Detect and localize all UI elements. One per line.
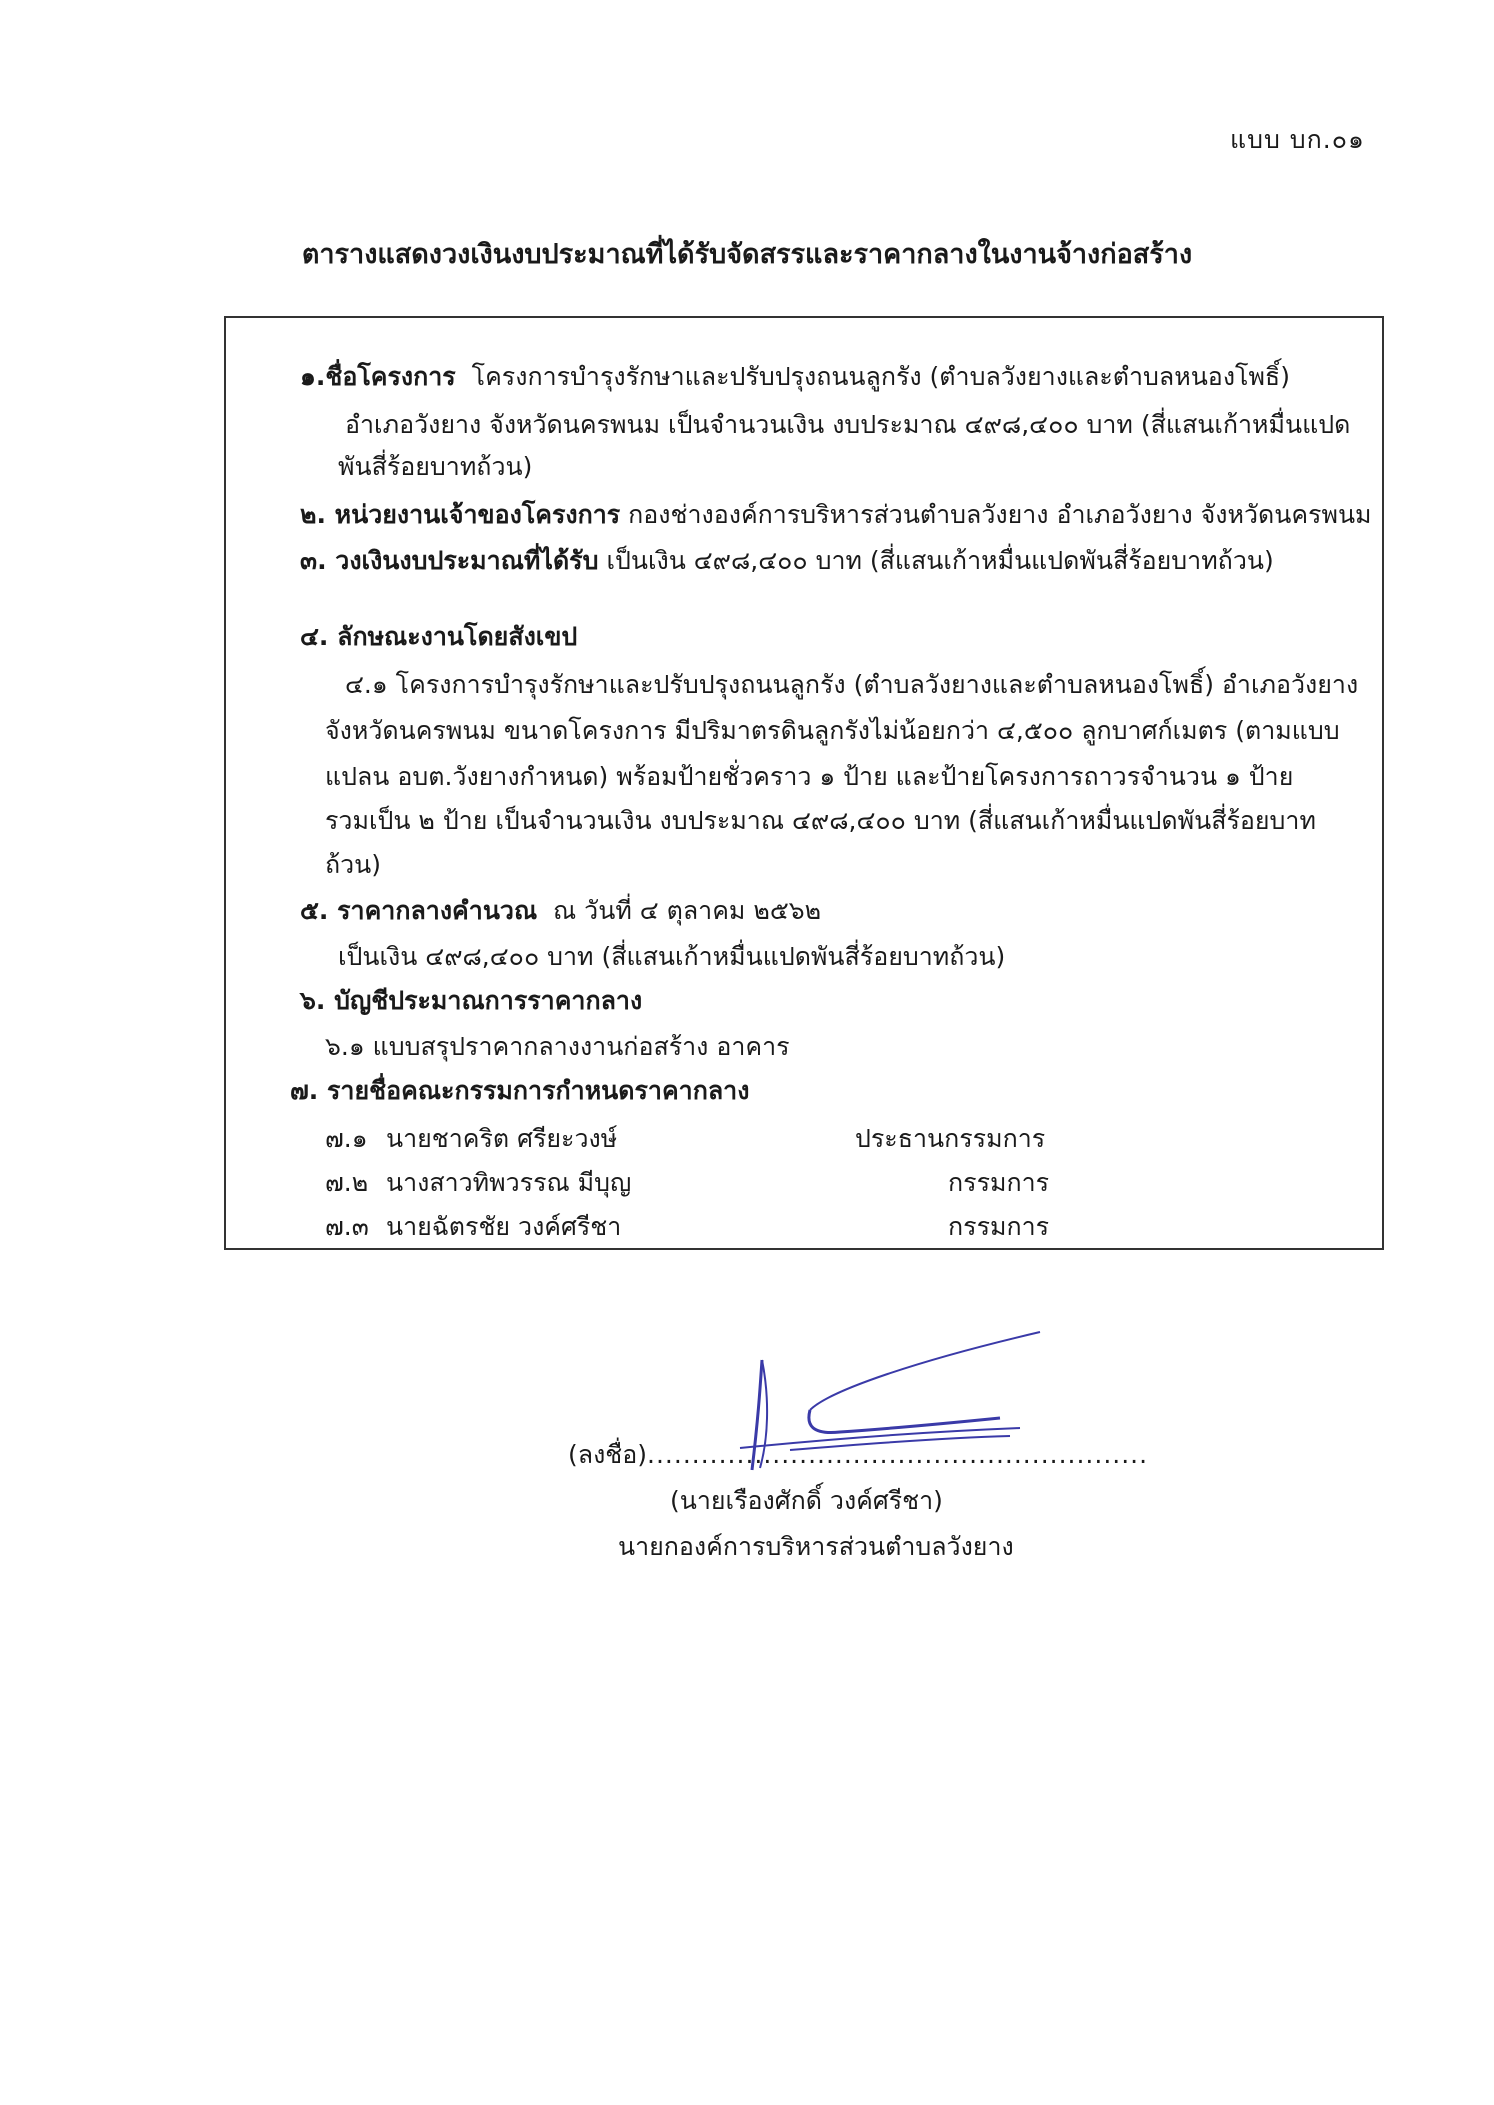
signer-position: นายกองค์การบริหารส่วนตำบลวังยาง <box>618 1532 1014 1561</box>
item4-line3: แปลน อบต.วังยางกำหนด) พร้อมป้ายชั่วคราว ๑ ป้าย และป้ายโครงการถาวรจำนวน ๑ ป้าย <box>325 762 1294 791</box>
item6-line1: ๖.๑ แบบสรุปราคากลางงานก่อสร้าง อาคาร <box>325 1032 790 1061</box>
signature-stroke <box>809 1410 1000 1433</box>
member-name: นายฉัตรชัย วงค์ศรีชา <box>386 1212 622 1241</box>
item4-heading: ๔. ลักษณะงานโดยสังเขป <box>300 622 578 651</box>
item5-line1 <box>300 896 821 926</box>
item4-line1: ๔.๑ โครงการบำรุงรักษาและปรับปรุงถนนลูกรัง (ตำบลวังยางและตำบลหนองโพธิ์) อำเภอวังยาง <box>345 670 1359 699</box>
item4-line5: ถ้วน) <box>325 850 382 879</box>
item1-line2: อำเภอวังยาง จังหวัดนครพนม เป็นจำนวนเงิน งบประมาณ ๔๙๘,๔๐๐ บาท (สี่แสนเก้าหมื่นแปด <box>345 410 1351 439</box>
member-no: ๗.๓ <box>325 1212 369 1241</box>
sign-label: (ลงชื่อ) <box>568 1440 648 1469</box>
document-title: ตารางแสดงวงเงินงบประมาณที่ได้รับจัดสรรและราคากลางในงานจ้างก่อสร้าง <box>301 239 1193 270</box>
item5-line2: เป็นเงิน ๔๙๘,๔๐๐ บาท (สี่แสนเก้าหมื่นแปดพันสี่ร้อยบาทถ้วน) <box>338 942 1006 971</box>
item4-line4: รวมเป็น ๒ ป้าย เป็นจำนวนเงิน งบประมาณ ๔๙๘,๔๐๐ บาท (สี่แสนเก้าหมื่นแปดพันสี่ร้อยบาท <box>325 806 1316 835</box>
member-no: ๗.๒ <box>325 1168 369 1197</box>
item2-heading: ๒. หน่วยงานเจ้าของโครงการ <box>300 500 621 529</box>
signature-stroke <box>810 1332 1040 1410</box>
member-name: นายชาคริต ศรียะวงษ์ <box>386 1124 618 1153</box>
item1-text: โครงการบำรุงรักษาและปรับปรุงถนนลูกรัง (ตำบลวังยางและตำบลหนองโพธิ์) <box>471 362 1290 391</box>
item1-line1 <box>300 362 1290 392</box>
member-name: นางสาวทิพวรรณ มีบุญ <box>386 1168 632 1197</box>
item3-heading: ๓. วงเงินงบประมาณที่ได้รับ <box>300 546 599 575</box>
form-code: แบบ บก.๐๑ <box>1230 125 1365 154</box>
member-no: ๗.๑ <box>325 1124 368 1153</box>
member-role: ประธานกรรมการ <box>855 1124 1046 1153</box>
item5-heading: ๕. ราคากลางคำนวณ <box>300 896 538 925</box>
item6-heading: ๖. บัญชีประมาณการราคากลาง <box>300 986 643 1015</box>
item2-line <box>300 500 1372 530</box>
signature-line <box>568 1440 1148 1470</box>
item4-line2: จังหวัดนครพนม ขนาดโครงการ มีปริมาตรดินลูกรังไม่น้อยกว่า ๔,๕๐๐ ลูกบาศก์เมตร (ตามแบบ <box>325 716 1340 745</box>
signature-dots: ........................................................ <box>647 1440 1149 1469</box>
member-role: กรรมการ <box>948 1168 1050 1197</box>
item2-text: กองช่างองค์การบริหารส่วนตำบลวังยาง อำเภอวังยาง จังหวัดนครพนม <box>628 500 1372 529</box>
item7-heading: ๗. รายชื่อคณะกรรมการกำหนดราคากลาง <box>290 1076 750 1105</box>
item1-line3: พันสี่ร้อยบาทถ้วน) <box>338 452 533 481</box>
item3-line <box>300 546 1274 576</box>
item5-date: ณ วันที่ ๔ ตุลาคม ๒๕๖๒ <box>553 896 822 925</box>
item1-heading: ๑.ชื่อโครงการ <box>300 362 456 391</box>
signer-name: (นายเรืองศักดิ์ วงค์ศรีชา) <box>670 1486 943 1515</box>
member-role: กรรมการ <box>948 1212 1050 1241</box>
item3-text: เป็นเงิน ๔๙๘,๔๐๐ บาท (สี่แสนเก้าหมื่นแปดพันสี่ร้อยบาทถ้วน) <box>606 546 1274 575</box>
